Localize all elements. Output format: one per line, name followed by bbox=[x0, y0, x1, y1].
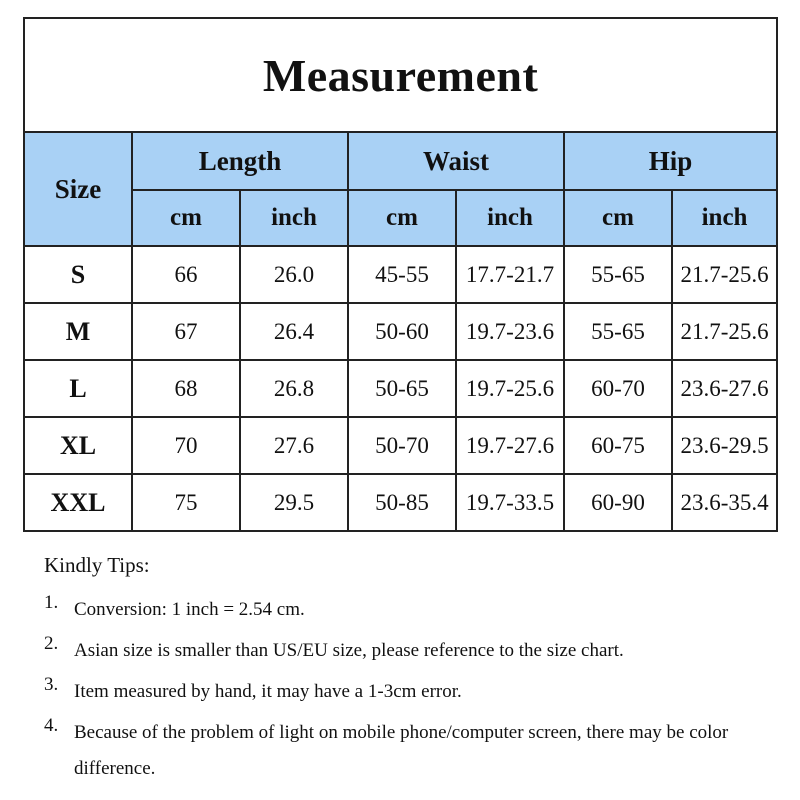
table-row bbox=[24, 474, 777, 531]
waist-inch-cell: 19.7-33.5 bbox=[456, 474, 564, 531]
hip-inch-cell: 23.6-27.6 bbox=[672, 360, 777, 417]
waist-cm-cell: 45-55 bbox=[348, 246, 456, 303]
table-row bbox=[24, 360, 777, 417]
waist-inch-cell: 17.7-21.7 bbox=[456, 246, 564, 303]
size-column-header: Size bbox=[24, 132, 132, 246]
tip-number: 3. bbox=[44, 674, 59, 696]
length-cm-cell: 68 bbox=[132, 360, 240, 417]
waist-inch-header: inch bbox=[456, 190, 564, 246]
tip-number: 4. bbox=[44, 715, 59, 737]
hip-cm-header: cm bbox=[564, 190, 672, 246]
waist-group-header: Waist bbox=[348, 132, 564, 190]
hip-cm-cell: 55-65 bbox=[564, 303, 672, 360]
hip-inch-cell: 23.6-29.5 bbox=[672, 417, 777, 474]
table-row bbox=[24, 303, 777, 360]
hip-cm-cell: 60-90 bbox=[564, 474, 672, 531]
length-group-header: Length bbox=[132, 132, 348, 190]
tips-list bbox=[44, 592, 764, 787]
tip-text: Item measured by hand, it may have a 1-3cm error. bbox=[74, 681, 462, 703]
length-cm-cell: 70 bbox=[132, 417, 240, 474]
size-cell: M bbox=[24, 303, 132, 360]
hip-cm-cell: 60-70 bbox=[564, 360, 672, 417]
tip-text: Conversion: 1 inch = 2.54 cm. bbox=[74, 599, 305, 621]
length-cm-cell: 67 bbox=[132, 303, 240, 360]
tip-number: 2. bbox=[44, 633, 59, 655]
length-inch-cell: 29.5 bbox=[240, 474, 348, 531]
tip-item bbox=[44, 715, 764, 787]
tip-item bbox=[44, 592, 764, 628]
tip-item bbox=[44, 633, 764, 669]
length-inch-cell: 26.8 bbox=[240, 360, 348, 417]
size-cell: XXL bbox=[24, 474, 132, 531]
size-cell: L bbox=[24, 360, 132, 417]
size-cell: XL bbox=[24, 417, 132, 474]
waist-cm-cell: 50-65 bbox=[348, 360, 456, 417]
length-inch-cell: 26.0 bbox=[240, 246, 348, 303]
length-cm-cell: 75 bbox=[132, 474, 240, 531]
tip-item bbox=[44, 674, 764, 710]
waist-cm-cell: 50-85 bbox=[348, 474, 456, 531]
size-cell: S bbox=[24, 246, 132, 303]
hip-inch-cell: 21.7-25.6 bbox=[672, 303, 777, 360]
hip-inch-cell: 23.6-35.4 bbox=[672, 474, 777, 531]
waist-inch-cell: 19.7-27.6 bbox=[456, 417, 564, 474]
hip-inch-cell: 21.7-25.6 bbox=[672, 246, 777, 303]
tip-text: Asian size is smaller than US/EU size, please reference to the size chart. bbox=[74, 640, 624, 662]
waist-cm-cell: 50-70 bbox=[348, 417, 456, 474]
hip-cm-cell: 60-75 bbox=[564, 417, 672, 474]
tip-text: Because of the problem of light on mobile phone/computer screen, there may be color difference. bbox=[74, 722, 729, 780]
size-chart-table bbox=[23, 17, 778, 532]
waist-cm-header: cm bbox=[348, 190, 456, 246]
tip-number: 1. bbox=[44, 592, 59, 614]
hip-group-header: Hip bbox=[564, 132, 777, 190]
table-title: Measurement bbox=[24, 18, 777, 132]
hip-cm-cell: 55-65 bbox=[564, 246, 672, 303]
hip-inch-header: inch bbox=[672, 190, 777, 246]
table-row bbox=[24, 417, 777, 474]
length-inch-cell: 26.4 bbox=[240, 303, 348, 360]
tips-title: Kindly Tips: bbox=[44, 553, 150, 577]
length-inch-header: inch bbox=[240, 190, 348, 246]
waist-inch-cell: 19.7-25.6 bbox=[456, 360, 564, 417]
waist-cm-cell: 50-60 bbox=[348, 303, 456, 360]
table-row bbox=[24, 246, 777, 303]
length-inch-cell: 27.6 bbox=[240, 417, 348, 474]
length-cm-cell: 66 bbox=[132, 246, 240, 303]
waist-inch-cell: 19.7-23.6 bbox=[456, 303, 564, 360]
length-cm-header: cm bbox=[132, 190, 240, 246]
tips-section bbox=[44, 553, 764, 800]
